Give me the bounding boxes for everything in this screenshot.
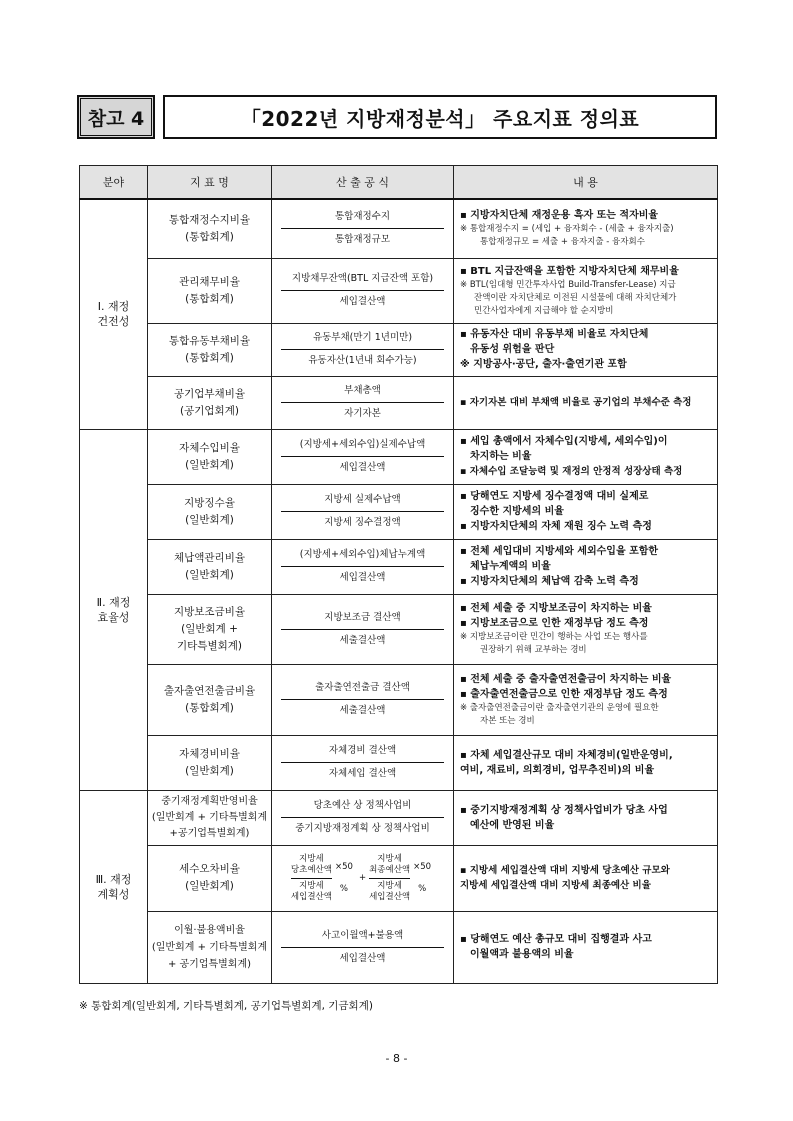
table-row — [80, 429, 718, 484]
indicator-name-cell: 지방징수율 (일반회계) — [148, 484, 272, 539]
formula-cell: (지방세+세외수입)실제수납액 세입결산액 — [272, 429, 454, 484]
formula-cell: 통합재정수지 통합재정규모 — [272, 199, 454, 258]
formula-cell: 유동부채(만기 1년미만) 유동자산(1년내 회수가능) — [272, 323, 454, 376]
indicator-name-cell: 지방보조금비율 (일반회계 + 기타특별회계) — [148, 594, 272, 664]
table-row — [80, 323, 718, 376]
footnote: ※ 통합회계(일반회계, 기타특별회계, 공기업특별회계, 기금회계) — [79, 1000, 373, 1012]
table-row — [80, 790, 718, 845]
indicator-name-cell: 통합재정수지비율 (통합회계) — [148, 199, 272, 258]
indicator-name-cell: 중기재정계획반영비율 (일반회계 + 기타특별회계 +공기업특별회계) — [148, 790, 272, 845]
description-cell: ▪ 당해연도 지방세 징수결정액 대비 실제로 징수한 지방세의 비율 ▪ 지방자치단체의 자체 재원 징수 노력 측정 — [454, 484, 718, 539]
table-row — [80, 258, 718, 323]
indicator-name-cell: 세수오차비율 (일반회계) — [148, 845, 272, 911]
indicator-name-cell: 자체경비비율 (일반회계) — [148, 735, 272, 790]
column-header: 내 용 — [454, 166, 718, 200]
table-row — [80, 911, 718, 983]
table-row — [80, 376, 718, 429]
column-header: 분야 — [80, 166, 148, 200]
description-cell: ▪ 지방자치단체 재정운용 흑자 또는 적자비율 ※ 통합재정수지 = (세입 + 융자회수 - (세출 + 융자지출) 통합재정규모 = 세출 + 융자지출 - 융자회수 — [454, 199, 718, 258]
description-cell: ▪ 지방세 세입결산액 대비 지방세 당초예산 규모와 지방세 세입결산액 대비 지방세 최종예산 비율 — [454, 845, 718, 911]
table-row — [80, 594, 718, 664]
description-cell: ▪ 전체 세출 중 출자출연전출금이 차지하는 비율 ▪ 출자출연전출금으로 인한 재정부담 정도 측정 ※ 출자출연전출금이란 출자출연기관의 운영에 필요한 자본 또는 경비 — [454, 664, 718, 735]
indicator-name-cell: 자체수입비율 (일반회계) — [148, 429, 272, 484]
indicator-name-cell: 이월·불용액비율 (일반회계 + 기타특별회계 + 공기업특별회계) — [148, 911, 272, 983]
table-row — [80, 484, 718, 539]
table-row — [80, 539, 718, 594]
page-title: 「2022년 지방재정분석」 주요지표 정의표 — [163, 95, 717, 139]
description-cell: ▪ 세입 총액에서 자체수입(지방세, 세외수입)이 차지하는 비율 ▪ 자체수입 조달능력 및 재정의 안정적 성장상태 측정 — [454, 429, 718, 484]
area-cell: Ⅱ. 재정 효율성 — [80, 429, 148, 790]
header — [77, 95, 717, 141]
page-number: - 8 - — [385, 1052, 408, 1065]
table-row — [80, 199, 718, 258]
formula-cell: 출자출연전출금 결산액 세출결산액 — [272, 664, 454, 735]
formula-cell: 지방세 실제수납액 지방세 징수결정액 — [272, 484, 454, 539]
indicator-name-cell: 체납액관리비율 (일반회계) — [148, 539, 272, 594]
formula-cell: (지방세+세외수입)체납누계액 세입결산액 — [272, 539, 454, 594]
formula-cell: 사고이월액+불용액 세입결산액 — [272, 911, 454, 983]
formula-cell: 당초예산 상 정책사업비 중기지방재정계획 상 정책사업비 — [272, 790, 454, 845]
indicator-name-cell: 관리채무비율 (통합회계) — [148, 258, 272, 323]
reference-label: 참고 4 — [77, 95, 155, 139]
indicator-name-cell: 통합유동부채비율 (통합회계) — [148, 323, 272, 376]
area-cell: Ⅰ. 재정 건전성 — [80, 199, 148, 429]
description-cell: ▪ 전체 세입대비 지방세와 세외수입을 포함한 체납누계액의 비율 ▪ 지방자치단체의 체납액 감축 노력 측정 — [454, 539, 718, 594]
compound-formula: 지방세 당초예산액 지방세 세입결산액 ×50 % + 지방세 최종예산액 지방세 세입결산액 ×50 % — [290, 853, 432, 902]
table-row — [80, 845, 718, 911]
column-header: 산 출 공 식 — [272, 166, 454, 200]
table-row — [80, 664, 718, 735]
formula-cell: 자체경비 결산액 자체세입 결산액 — [272, 735, 454, 790]
column-header: 지 표 명 — [148, 166, 272, 200]
table-header-row — [80, 166, 718, 200]
formula-cell — [272, 845, 454, 911]
indicator-table — [79, 165, 718, 984]
description-cell: ▪ BTL 지급잔액을 포함한 지방자치단체 채무비율 ※ BTL(임대형 민간투자사업 Build-Transfer-Lease) 지급 잔액이란 자치단체로 이전된 시설물에 대해 자치단체가 민간사업자에게 지급해야 할 순지방비 — [454, 258, 718, 323]
description-cell: ▪ 자체 세입결산규모 대비 자체경비(일반운영비, 여비, 재료비, 의회경비, 업무추진비)의 비율 — [454, 735, 718, 790]
description-cell: ▪ 자기자본 대비 부채액 비율로 공기업의 부채수준 측정 — [454, 376, 718, 429]
formula-cell: 부채총액 자기자본 — [272, 376, 454, 429]
formula-cell: 지방보조금 결산액 세출결산액 — [272, 594, 454, 664]
area-cell: Ⅲ. 재정 계획성 — [80, 790, 148, 983]
description-cell: ▪ 전체 세출 중 지방보조금이 차지하는 비율 ▪ 지방보조금으로 인한 재정부담 정도 측정 ※ 지방보조금이란 민간이 행하는 사업 또는 행사를 권장하기 위해 교부하는 경비 — [454, 594, 718, 664]
description-cell: ▪ 중기지방재정계획 상 정책사업비가 당초 사업 예산에 반영된 비율 — [454, 790, 718, 845]
indicator-name-cell: 공기업부채비율 (공기업회계) — [148, 376, 272, 429]
indicator-name-cell: 출자출연전출금비율 (통합회계) — [148, 664, 272, 735]
description-cell: ▪ 당해연도 예산 총규모 대비 집행결과 사고 이월액과 불용액의 비율 — [454, 911, 718, 983]
description-cell: ▪ 유동자산 대비 유동부채 비율로 자치단체 유동성 위험을 판단 ※ 지방공사·공단, 출자·출연기관 포함 — [454, 323, 718, 376]
formula-cell: 지방채무잔액(BTL 지급잔액 포함) 세입결산액 — [272, 258, 454, 323]
table-row — [80, 735, 718, 790]
